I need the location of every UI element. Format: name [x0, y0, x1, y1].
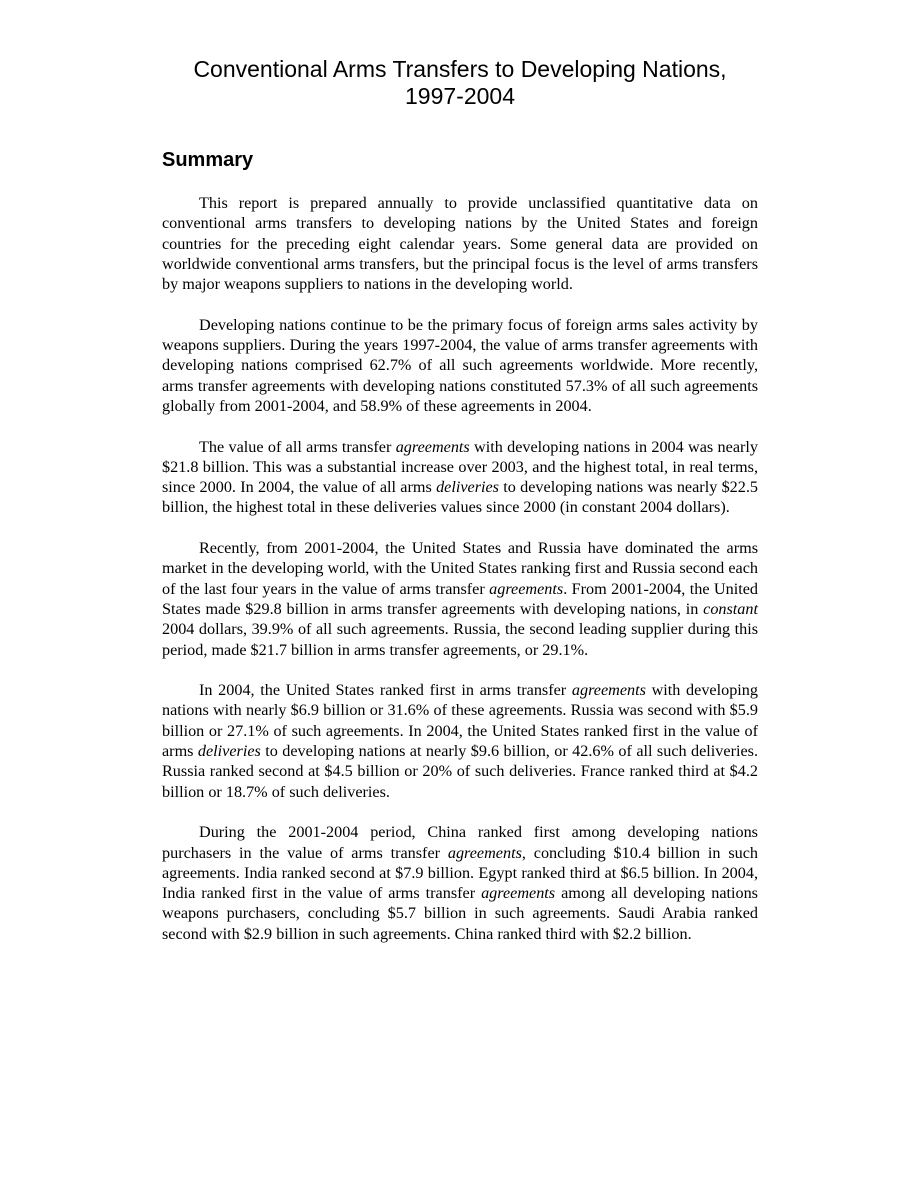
italic-text: deliveries	[197, 742, 261, 761]
paragraph	[162, 437, 758, 518]
section-heading: Summary	[162, 149, 254, 171]
text-run: . From 2001-2004, the United States made $29.8 billion in arms transfer agreements with developing nations, in	[162, 579, 758, 618]
italic-text: agreements	[481, 884, 556, 903]
italic-text: deliveries	[436, 478, 499, 497]
text-run: with developing nations in 2004 was nearly $21.8 billion. This was a substantial increase over 2003, and the highest total, in real terms, since 2000. In 2004, the value of all arms	[162, 437, 758, 497]
paragraph	[162, 193, 758, 294]
text-run: Developing nations continue to be the primary focus of foreign arms sales activity by weapons suppliers. During the years 1997-2004, the value of arms transfer agreements with developing nations comprised 62.7% of all such agreements worldwide. More recently, arms transfer agreements with developing nations constituted 57.3% of all such agreements globally from 2001-2004, and 58.9% of these agreements in 2004.	[162, 315, 758, 415]
paragraph	[162, 822, 758, 944]
text-run: This report is prepared annually to provide unclassified quantitative data on conventional arms transfers to developing nations by the United States and foreign countries for the preceding eight calendar years. Some general data are provided on worldwide conventional arms transfers, but the principal focus is the level of arms transfers by major weapons suppliers to nations in the developing world.	[162, 194, 758, 294]
text-run: 2004 dollars, 39.9% of all such agreements. Russia, the second leading supplier during this period, made $21.7 billion in arms transfer agreements, or 29.1%.	[162, 620, 758, 659]
text-run: to developing nations at nearly $9.6 billion, or 42.6% of all such deliveries. Russia ranked second at $4.5 billion or 20% of such deliveries. France ranked third at $4.2 billion or 18.7% of such deliveries.	[162, 742, 758, 801]
text-run: , concluding $10.4 billion in such agreements. India ranked second at $7.9 billion. Egypt ranked third at $6.5 billion. In 2004, India ranked first in the value of arms transfer	[162, 843, 758, 903]
paragraph	[162, 315, 758, 416]
text-run: During the 2001-2004 period, China ranked first among developing nations purchasers in the value of arms transfer	[162, 823, 758, 862]
text-run: among all developing nations weapons purchasers, concluding $5.7 billion in such agreements. Saudi Arabia ranked second with $2.9 billion in such agreements. China ranked third with $2.2 billion.	[162, 884, 758, 943]
paragraph	[162, 538, 758, 660]
title-line-1: Conventional Arms Transfers to Developing Nations,	[193, 56, 727, 82]
text-run: The value of all arms transfer	[199, 437, 396, 456]
italic-text: constant	[703, 599, 758, 618]
summary-body	[162, 193, 758, 944]
italic-text: agreements	[395, 437, 470, 456]
paragraph	[162, 680, 758, 802]
page-title	[162, 56, 758, 110]
text-run: In 2004, the United States ranked first in arms transfer	[199, 681, 572, 700]
text-run: Recently, from 2001-2004, the United States and Russia have dominated the arms market in the developing world, with the United States ranking first and Russia second each of the last four years in the value of arms transfer	[162, 539, 758, 598]
italic-text: agreements	[489, 579, 564, 598]
italic-text: agreements	[447, 843, 522, 862]
text-run: with developing nations with nearly $6.9 billion or 31.6% of these agreements. Russia was second with $5.9 billion or 27.1% of such agreements. In 2004, the United States ranked first in the value of arms	[162, 681, 758, 761]
title-line-2: 1997-2004	[405, 83, 515, 109]
italic-text: agreements	[571, 681, 646, 700]
text-run: to developing nations was nearly $22.5 billion, the highest total in these deliveries values since 2000 (in constant 2004 dollars).	[162, 478, 758, 517]
